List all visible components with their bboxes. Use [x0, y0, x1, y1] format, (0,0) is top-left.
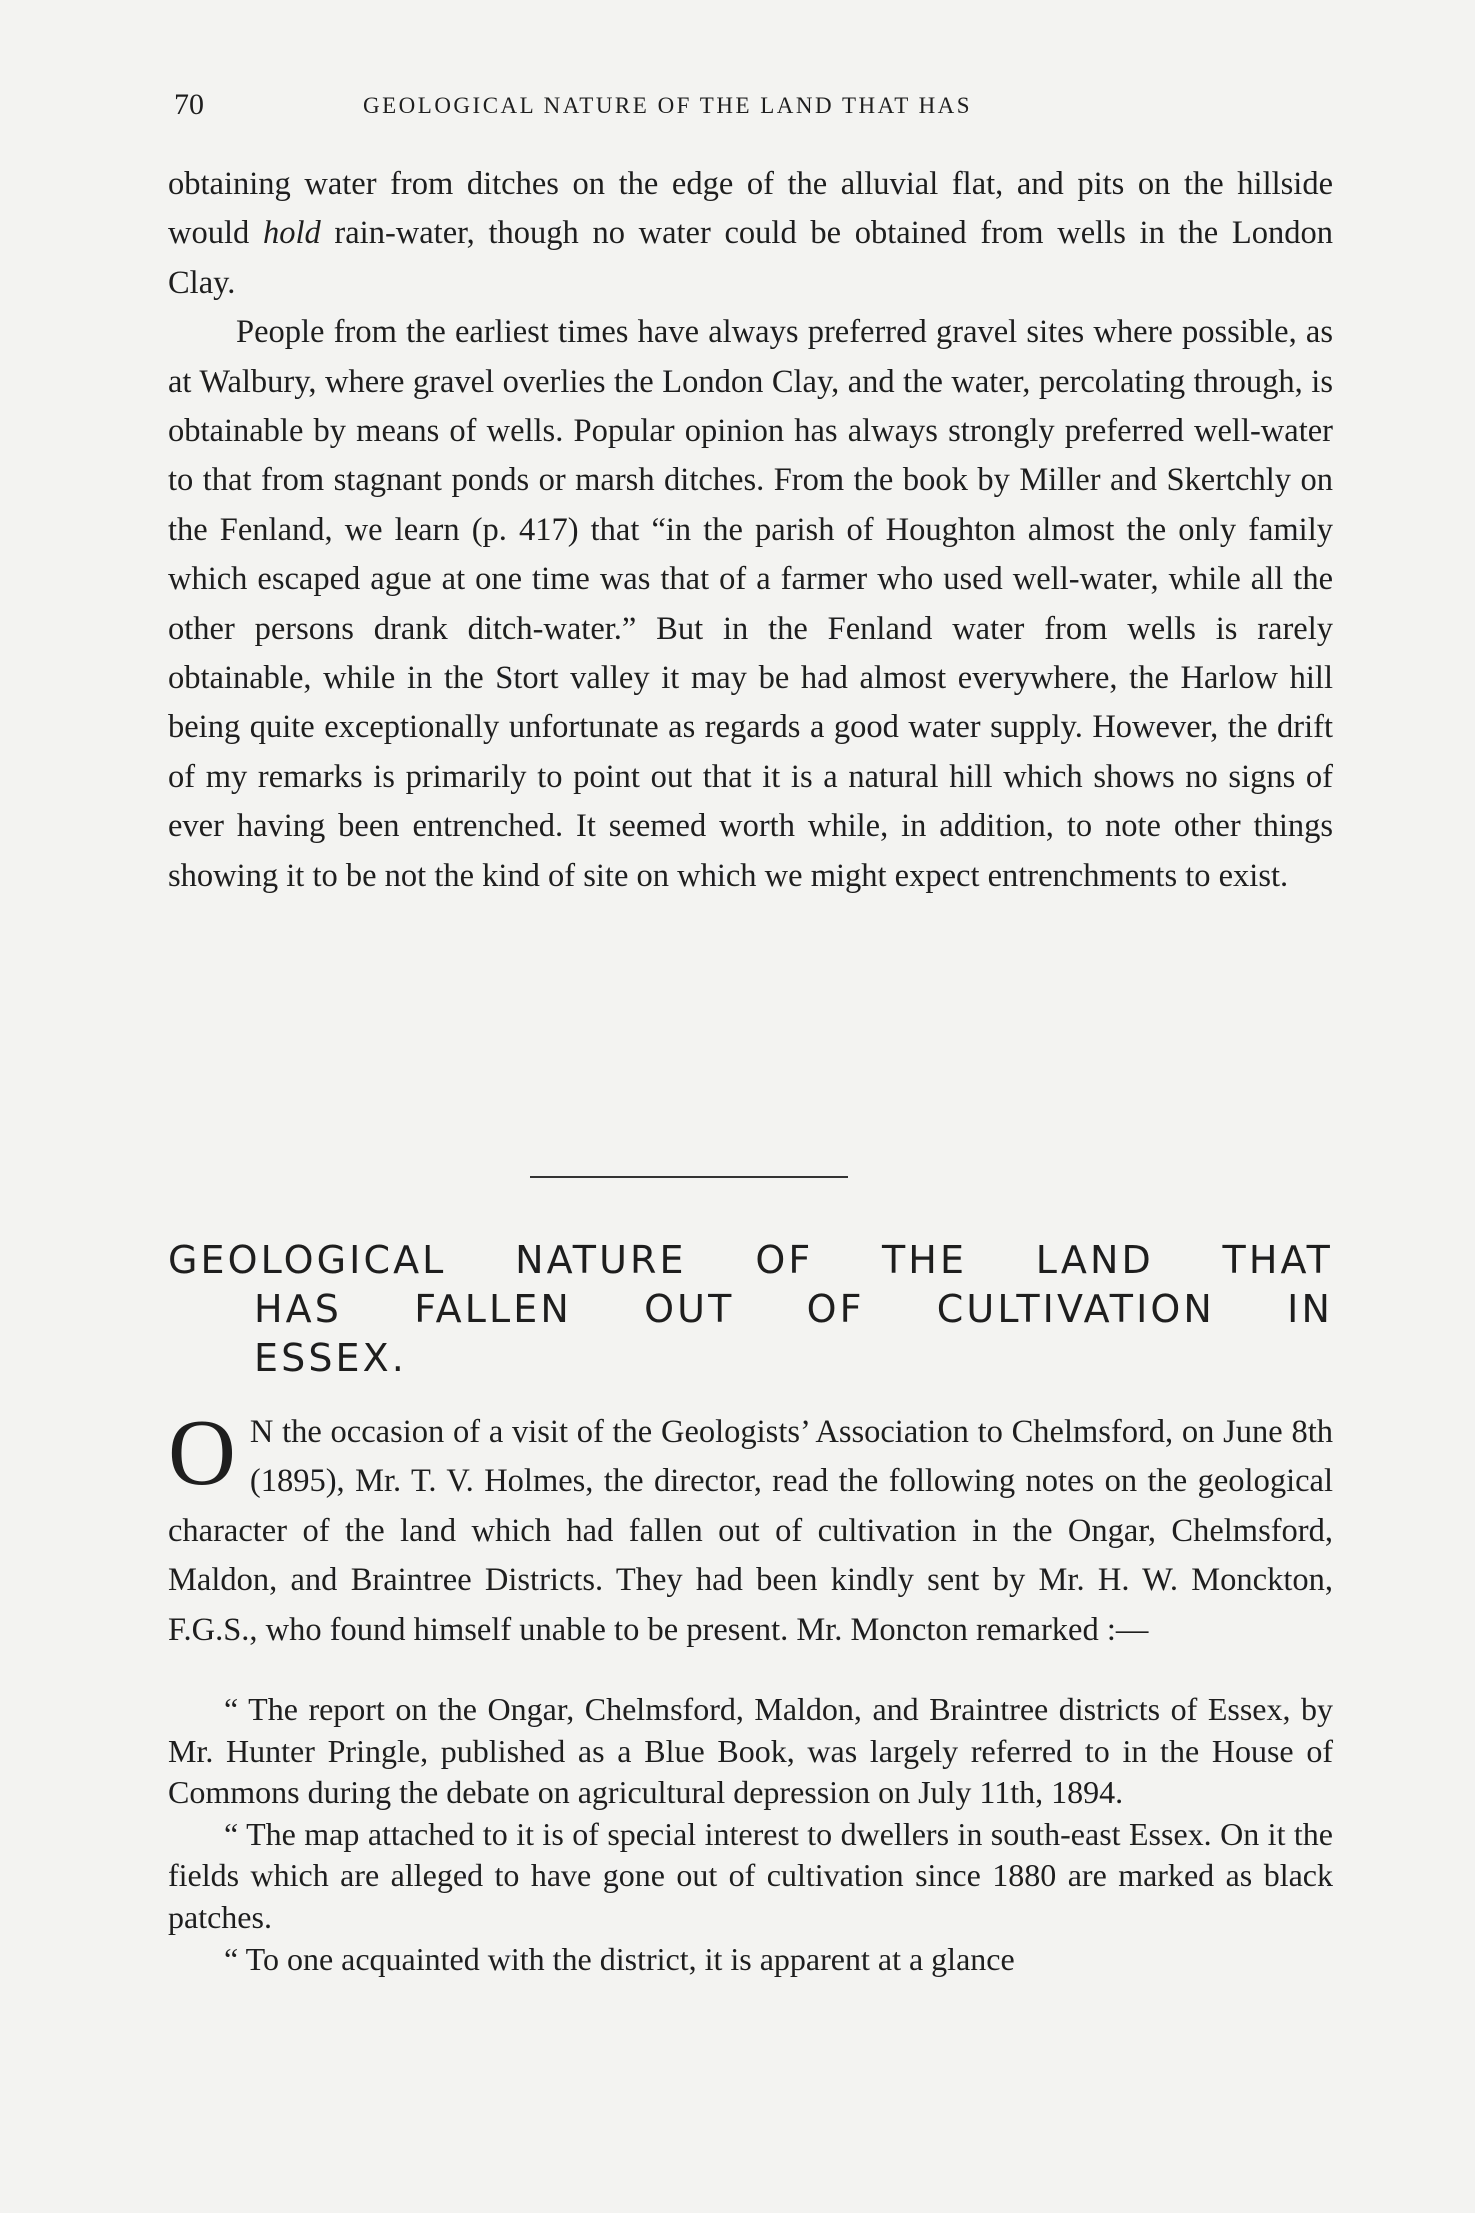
section-divider [530, 1176, 848, 1178]
running-head: GEOLOGICAL NATURE OF THE LAND THAT HAS [363, 93, 973, 118]
paragraph-continued: obtaining water from ditches on the edge of the alluvial flat, and pits on the hillside would hold rain-water, though no water could be obtained from wells in the London Clay. [168, 166, 1334, 301]
quote-paragraph-glance: “ To one acquainted with the district, it is apparent at a glance [224, 1940, 1015, 1977]
paragraph-gravel-sites: People from the earliest times have always preferred gravel sites where possible, as at Walbury, where gravel overlies the London Clay, and the water, percolating through, is obtainable by means of wells. Popular opinion has always strongly preferred well-water to that from stagnant ponds or marsh ditches. From the book by Miller and Skertchly on the Fenland, we learn (p. 417) that “in the parish of Houghton almost the only family which escaped ague at one time was that of a farmer who used well-water, while all the other persons drank ditch-water.” But in the Fenland water from wells is rarely obtainable, while in the Stort valley it may be had almost everywhere, the Harlow hill being quite exceptionally unfortunate as regards a good water supply. However, the drift of my remarks is primarily to point out that it is a natural hill which shows no signs of ever having been entrenched. It seemed worth while, in addition, to note other things showing it to be not the kind of site on which we might expect entrenchments to exist. [168, 314, 1333, 894]
article-title [168, 1236, 1333, 1383]
quote-paragraph-map: “ The map attached to it is of special interest to dwellers in south-east Essex. On it the fields which are alleged to have gone out of cultivation since 1880 are marked as black patches. [168, 1815, 1333, 1935]
drop-cap: O [168, 1401, 236, 1505]
title-line-2: HAS FALLEN OUT OF CULTIVATION IN [254, 1287, 1333, 1331]
quote-paragraph-report: “ The report on the Ongar, Chelmsford, Maldon, and Braintree districts of Essex, by Mr. Hunter Pringle, published as a Blue Book, was largely referred to in the House of Commons during the debate on agricultural depression on July 11th, 1894. [168, 1691, 1333, 1811]
page-number: 70 [174, 88, 204, 121]
paragraph-occasion: O N the occasion of a visit of the Geologists’ Association to Chelmsford, on June 8th (1895), Mr. T. V. Holmes, the director, read the following notes on the geological character of the land which had fallen out of cultivation in the Ongar, Chelmsford, Maldon, and Braintree Districts. They had been kindly sent by Mr. H. W. Monckton, F.G.S., who found himself unable to be present. Mr. Moncton remarked :— [168, 1401, 1333, 1648]
italic-word: hold [262, 215, 321, 252]
page-header [168, 88, 1333, 128]
title-line-1: GEOLOGICAL NATURE OF THE LAND THAT [168, 1238, 1333, 1282]
section-2-text [168, 1401, 1333, 1980]
title-line-3: ESSEX. [254, 1336, 407, 1380]
section-1-text [168, 160, 1333, 901]
